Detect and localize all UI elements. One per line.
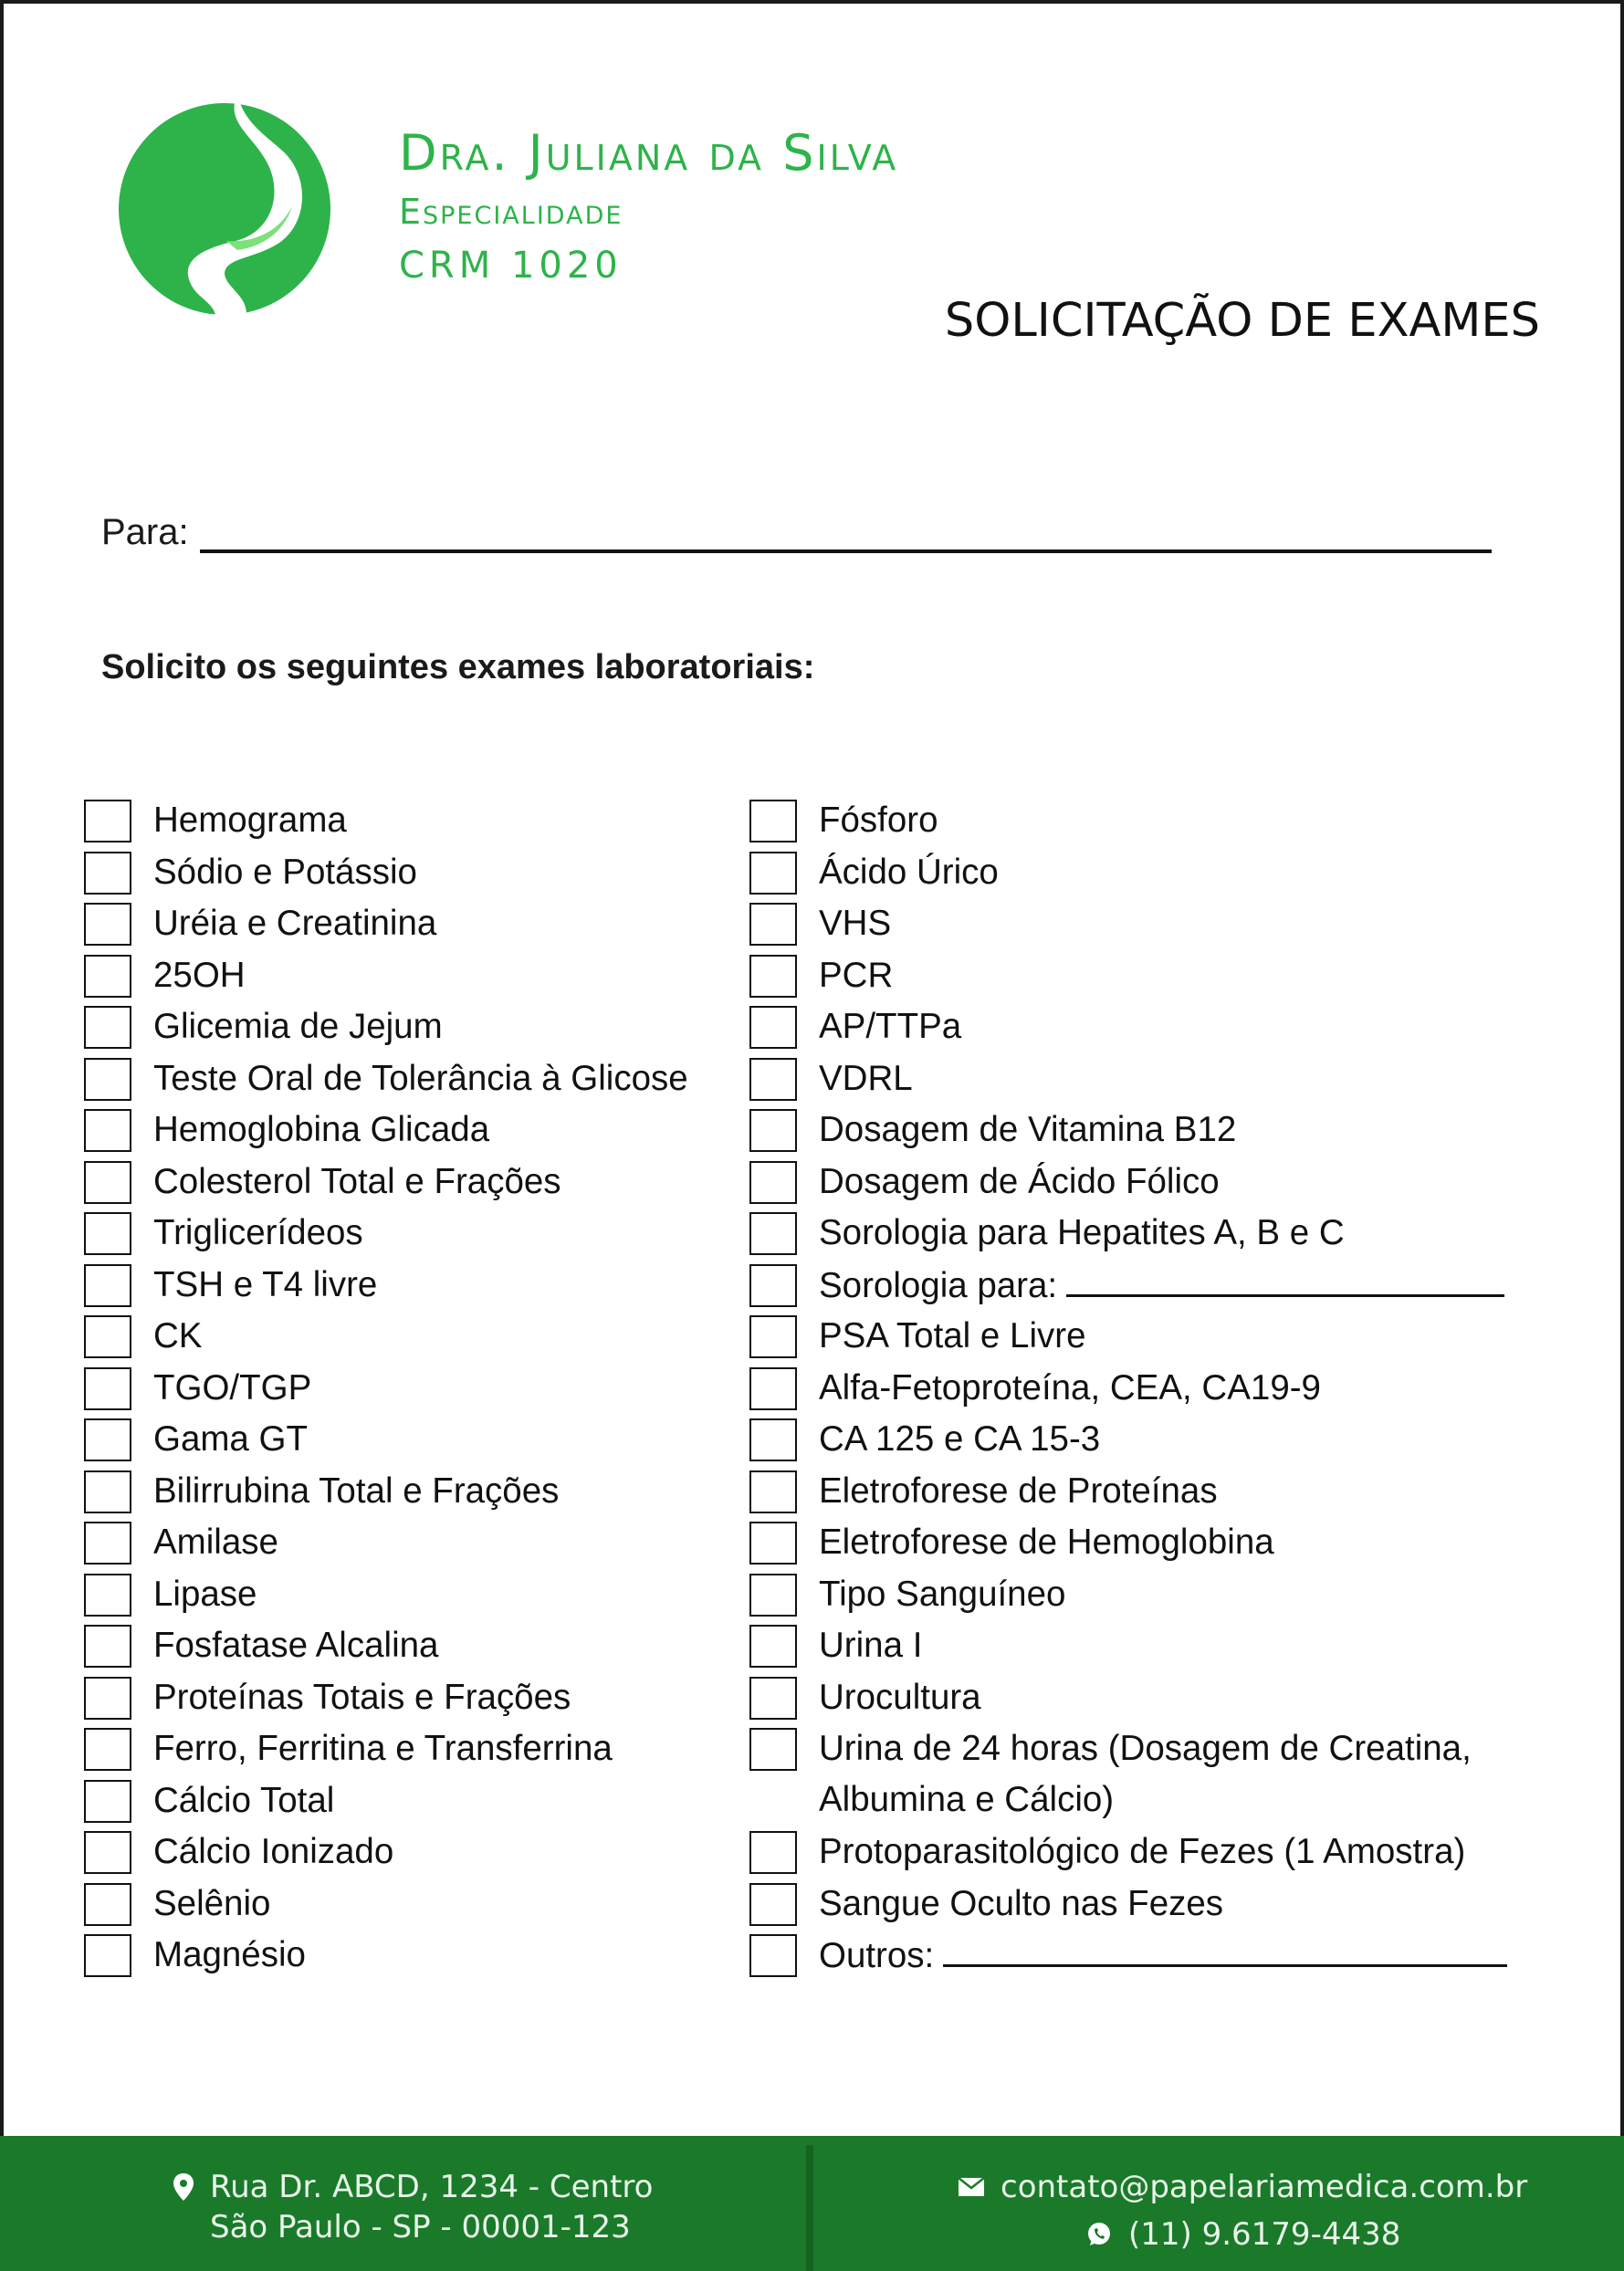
request-heading: Solicito os seguintes exames laboratoriais: <box>101 648 815 686</box>
exam-label: Hemograma <box>153 801 347 840</box>
exam-checkbox[interactable] <box>749 1109 797 1152</box>
whatsapp-icon <box>1086 2222 1112 2247</box>
exam-label: Dosagem de Ácido Fólico <box>819 1161 1220 1201</box>
exam-checkbox[interactable] <box>749 1161 797 1204</box>
exam-checkbox[interactable] <box>84 903 131 946</box>
exam-label: Sangue Oculto nas Fezes <box>819 1883 1224 1923</box>
exam-checkbox[interactable] <box>749 1006 797 1049</box>
exam-label: Tipo Sanguíneo <box>819 1574 1066 1614</box>
exam-checkbox[interactable] <box>749 852 797 895</box>
exam-checkbox[interactable] <box>84 852 131 895</box>
exam-checkbox[interactable] <box>84 1625 131 1668</box>
doctor-specialty: Especialidade <box>399 192 623 232</box>
exam-label: Triglicerídeos <box>153 1213 363 1252</box>
exam-label: Lipase <box>153 1574 257 1614</box>
exam-checkbox[interactable] <box>749 1625 797 1668</box>
contact-phone[interactable]: (11) 9.6179-4438 <box>1128 2216 1401 2253</box>
exam-checkbox[interactable] <box>84 1677 131 1720</box>
exam-checkbox[interactable] <box>749 1264 797 1307</box>
exam-checkbox[interactable] <box>84 1728 131 1771</box>
footer-contact <box>959 2163 1527 2258</box>
exam-label: Amilase <box>153 1523 278 1562</box>
exam-checkbox[interactable] <box>749 800 797 842</box>
exam-checkbox[interactable] <box>84 1161 131 1204</box>
exam-label: Uréia e Creatinina <box>153 904 437 943</box>
exam-label: Bilirrubina Total e Frações <box>153 1470 560 1511</box>
exam-label: Eletroforese de Hemoglobina <box>819 1523 1274 1562</box>
exam-checkbox[interactable] <box>84 800 131 842</box>
exam-label: Proteínas Totais e Frações <box>153 1677 571 1717</box>
doctor-crm: CRM 1020 <box>399 245 623 287</box>
stomach-logo-icon <box>117 86 336 323</box>
exam-label: Sorologia para Hepatites A, B e C <box>819 1213 1345 1252</box>
exam-checkbox[interactable] <box>84 1522 131 1565</box>
exam-label: Sódio e Potássio <box>153 852 417 892</box>
exam-label: Cálcio Total <box>153 1780 335 1820</box>
exam-checkbox[interactable] <box>749 1470 797 1513</box>
footer <box>0 2136 1624 2271</box>
recipient-label: Para: <box>101 512 189 552</box>
exam-checkbox[interactable] <box>84 1264 131 1307</box>
exam-label: 25OH <box>153 955 246 995</box>
exam-label: Teste Oral de Tolerância à Glicose <box>153 1058 688 1098</box>
exam-label: Urina I <box>819 1626 923 1665</box>
exam-checkbox[interactable] <box>749 1883 797 1926</box>
exam-checkbox[interactable] <box>84 1109 131 1152</box>
exam-label: VDRL <box>819 1058 913 1098</box>
exam-label: TSH e T4 livre <box>153 1264 378 1304</box>
exam-checkbox[interactable] <box>749 903 797 946</box>
exam-label: PCR <box>819 955 894 995</box>
exam-label: Alfa-Fetoproteína, CEA, CA19-9 <box>819 1367 1321 1408</box>
exam-label: Eletroforese de Proteínas <box>819 1470 1218 1511</box>
exam-label: Outros: <box>819 1936 935 1975</box>
exam-label: Urocultura <box>819 1677 981 1717</box>
exam-checkbox[interactable] <box>749 1367 797 1410</box>
exam-label-with-field <box>819 1931 1507 1980</box>
exam-checkbox[interactable] <box>84 1006 131 1049</box>
exam-label: Fosfatase Alcalina <box>153 1626 439 1665</box>
exam-checkbox[interactable] <box>749 1058 797 1101</box>
contact-email[interactable]: contato@papelariamedica.com.br <box>1001 2169 1528 2205</box>
exam-label: Glicemia de Jejum <box>153 1007 443 1046</box>
exam-label: Dosagem de Vitamina B12 <box>819 1110 1237 1149</box>
exam-checkbox[interactable] <box>749 1934 797 1977</box>
recipient-row <box>101 511 1492 553</box>
exam-checkbox[interactable] <box>84 1315 131 1358</box>
phone-line <box>959 2211 1527 2258</box>
exam-label: CK <box>153 1316 203 1355</box>
exam-checkbox[interactable] <box>84 1574 131 1617</box>
exam-label: PSA Total e Livre <box>819 1316 1086 1355</box>
form-title: SOLICITAÇÃO DE EXAMES <box>944 294 1540 348</box>
exam-checkbox[interactable] <box>84 955 131 998</box>
exam-checkbox[interactable] <box>84 1780 131 1823</box>
exam-checkbox[interactable] <box>84 1058 131 1101</box>
email-line <box>959 2163 1527 2211</box>
exam-label: Sorologia para: <box>819 1265 1058 1305</box>
exam-label: VHS <box>819 904 892 943</box>
exam-checkbox[interactable] <box>84 1212 131 1255</box>
exam-label-with-field <box>819 1261 1504 1310</box>
envelope-icon <box>959 2178 984 2196</box>
address-line <box>173 2207 653 2247</box>
exam-label: Cálcio Ionizado <box>153 1832 394 1871</box>
exam-label: TGO/TGP <box>153 1367 312 1408</box>
exam-label-continued: Albumina e Cálcio) <box>819 1780 1115 1819</box>
exam-checkbox[interactable] <box>84 1883 131 1926</box>
exam-label: Magnésio <box>153 1935 306 1974</box>
exam-label: AP/TTPa <box>819 1007 962 1046</box>
exam-checkbox[interactable] <box>84 1934 131 1977</box>
exam-checkbox[interactable] <box>749 955 797 998</box>
exam-checkbox[interactable] <box>84 1470 131 1513</box>
exam-label: Colesterol Total e Frações <box>153 1161 561 1201</box>
recipient-field[interactable] <box>200 511 1492 553</box>
exam-label: Fósforo <box>819 801 938 840</box>
exam-checkbox[interactable] <box>749 1212 797 1255</box>
exam-checkbox[interactable] <box>749 1418 797 1461</box>
exam-label: Ácido Úrico <box>819 852 999 892</box>
exam-label: Hemoglobina Glicada <box>153 1110 490 1149</box>
address-line-2: São Paulo - SP - 00001-123 <box>210 2209 631 2245</box>
footer-divider <box>806 2145 813 2271</box>
exam-label: Selênio <box>153 1883 271 1923</box>
address-line-1: Rua Dr. ABCD, 1234 - Centro <box>210 2169 654 2205</box>
address-line <box>173 2167 653 2207</box>
exam-label: Protoparasitológico de Fezes (1 Amostra) <box>819 1832 1466 1871</box>
exam-label: Ferro, Ferritina e Transferrina <box>153 1729 613 1768</box>
sorologia-field[interactable] <box>1066 1261 1504 1297</box>
exam-label: Urina de 24 horas (Dosagem de Creatina, <box>819 1729 1472 1768</box>
exam-label: CA 125 e CA 15-3 <box>819 1419 1101 1459</box>
exam-checkbox[interactable] <box>749 1574 797 1617</box>
exam-checkbox[interactable] <box>749 1831 797 1874</box>
doctor-name: Dra. Juliana da Silva <box>399 124 899 182</box>
exam-checkbox[interactable] <box>749 1522 797 1565</box>
exam-label: Gama GT <box>153 1419 309 1459</box>
location-pin-icon <box>173 2173 194 2201</box>
exam-checkbox[interactable] <box>84 1418 131 1461</box>
exam-checkbox[interactable] <box>84 1831 131 1874</box>
exam-checkbox[interactable] <box>749 1315 797 1358</box>
footer-address <box>173 2167 653 2247</box>
outros-field[interactable] <box>943 1931 1507 1967</box>
exam-checkbox[interactable] <box>84 1367 131 1410</box>
exam-checkbox[interactable] <box>749 1677 797 1720</box>
exam-checkbox[interactable] <box>749 1728 797 1771</box>
